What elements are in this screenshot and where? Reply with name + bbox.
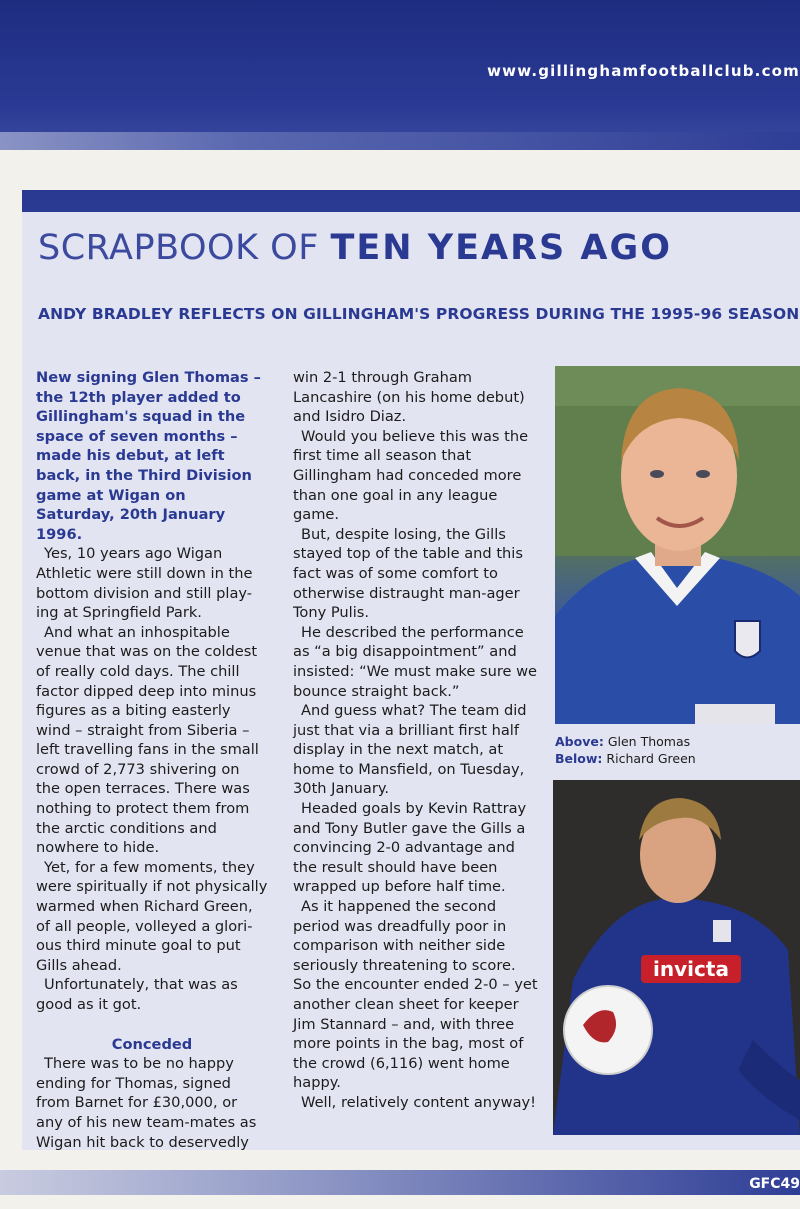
panel-top-bar: [22, 190, 800, 212]
paragraph: Headed goals by Kevin Rattray and Tony Butler gave the Gills a convincing 2-0 advantage and the result should have been wrapped up before half time.: [293, 800, 527, 896]
paragraph: Well, relatively content anyway!: [301, 1093, 537, 1111]
column-1: [36, 368, 268, 1152]
caption-below-label: Below:: [555, 751, 603, 766]
paragraph: But, despite losing, the Gills stayed top of the table and this fact was of some comfort to otherwise distraught man-ager Tony Pulis.: [293, 525, 523, 622]
portrait-illustration: [555, 366, 800, 724]
caption-below-name: Richard Green: [606, 751, 696, 766]
title-bold: TEN YEARS AGO: [330, 228, 672, 268]
article-subtitle: ANDY BRADLEY REFLECTS ON GILLINGHAM'S PROGRESS DURING THE 1995-96 SEASON: [38, 305, 800, 323]
intro-paragraph: New signing Glen Thomas – the 12th player added to Gillingham's squad in the space of seven months – made his debut, at left back, in the Third Division game at Wigan on Saturday, 20th January 1996.: [36, 369, 261, 543]
paragraph: Would you believe this was the first time all season that Gillingham had conceded more than one goal in any league game.: [293, 427, 529, 524]
article-title: [38, 228, 672, 268]
site-url: www.gillinghamfootballclub.com: [487, 62, 800, 80]
top-banner: [0, 0, 800, 150]
photo-caption: [555, 733, 696, 767]
caption-below: [555, 750, 696, 767]
photo-richard-green: [553, 780, 800, 1135]
banner-fade: [0, 132, 800, 150]
caption-above: [555, 733, 696, 750]
paragraph: And what an inhospitable venue that was on the coldest of really cold days. The chill factor dipped deep into minus figures as a biting easterly wind – straight from Siberia – left travelling fans in the small crowd of 2,773 shivering on the open terraces. There was nothing to protect them from the arctic conditions and nowhere to hide.: [36, 623, 259, 857]
paragraph: Unfortunately, that was as good as it got.: [36, 976, 238, 1013]
subheading-conceded: Conceded: [111, 1035, 193, 1053]
title-light: SCRAPBOOK OF: [38, 228, 331, 268]
photo-glen-thomas: [555, 366, 800, 724]
paragraph: Yet, for a few moments, they were spiritually if not physically warmed when Richard Green, of all people, volleyed a glori-ous third minute goal to put Gills ahead.: [36, 858, 268, 974]
column-2: [293, 368, 538, 1113]
paragraph: He described the performance as “a big disappointment” and insisted: “We must make sure we bounce straight back.”: [293, 623, 538, 700]
paragraph: win 2-1 through Graham Lancashire (on his home debut) and Isidro Diaz.: [293, 369, 525, 426]
paragraph: There was to be no happy ending for Thomas, signed from Barnet for £30,000, or any of his new team-mates as Wigan hit back to deservedly: [36, 1055, 257, 1151]
caption-above-label: Above:: [555, 734, 604, 749]
page-number: GFC49: [749, 1176, 800, 1192]
paragraph: And guess what? The team did just that via a brilliant first half display in the next match, at home to Mansfield, on Tuesday, 30th January.: [293, 702, 527, 798]
paragraph: Yes, 10 years ago Wigan Athletic were still down in the bottom division and still play-ing at Springfield Park.: [36, 545, 253, 622]
shirt-sponsor-text: invicta: [653, 957, 729, 981]
paragraph: As it happened the second period was dreadfully poor in comparison with neither side seriously threatening to score. So the encounter ended 2-0 – yet another clean sheet for keeper Jim Stannard – and, with three more points in the bag, most of the crowd (6,116) went home happy.: [293, 898, 538, 1092]
caption-above-name: Glen Thomas: [607, 734, 691, 749]
action-illustration: [553, 780, 800, 1135]
bottom-strip: [0, 1170, 800, 1195]
